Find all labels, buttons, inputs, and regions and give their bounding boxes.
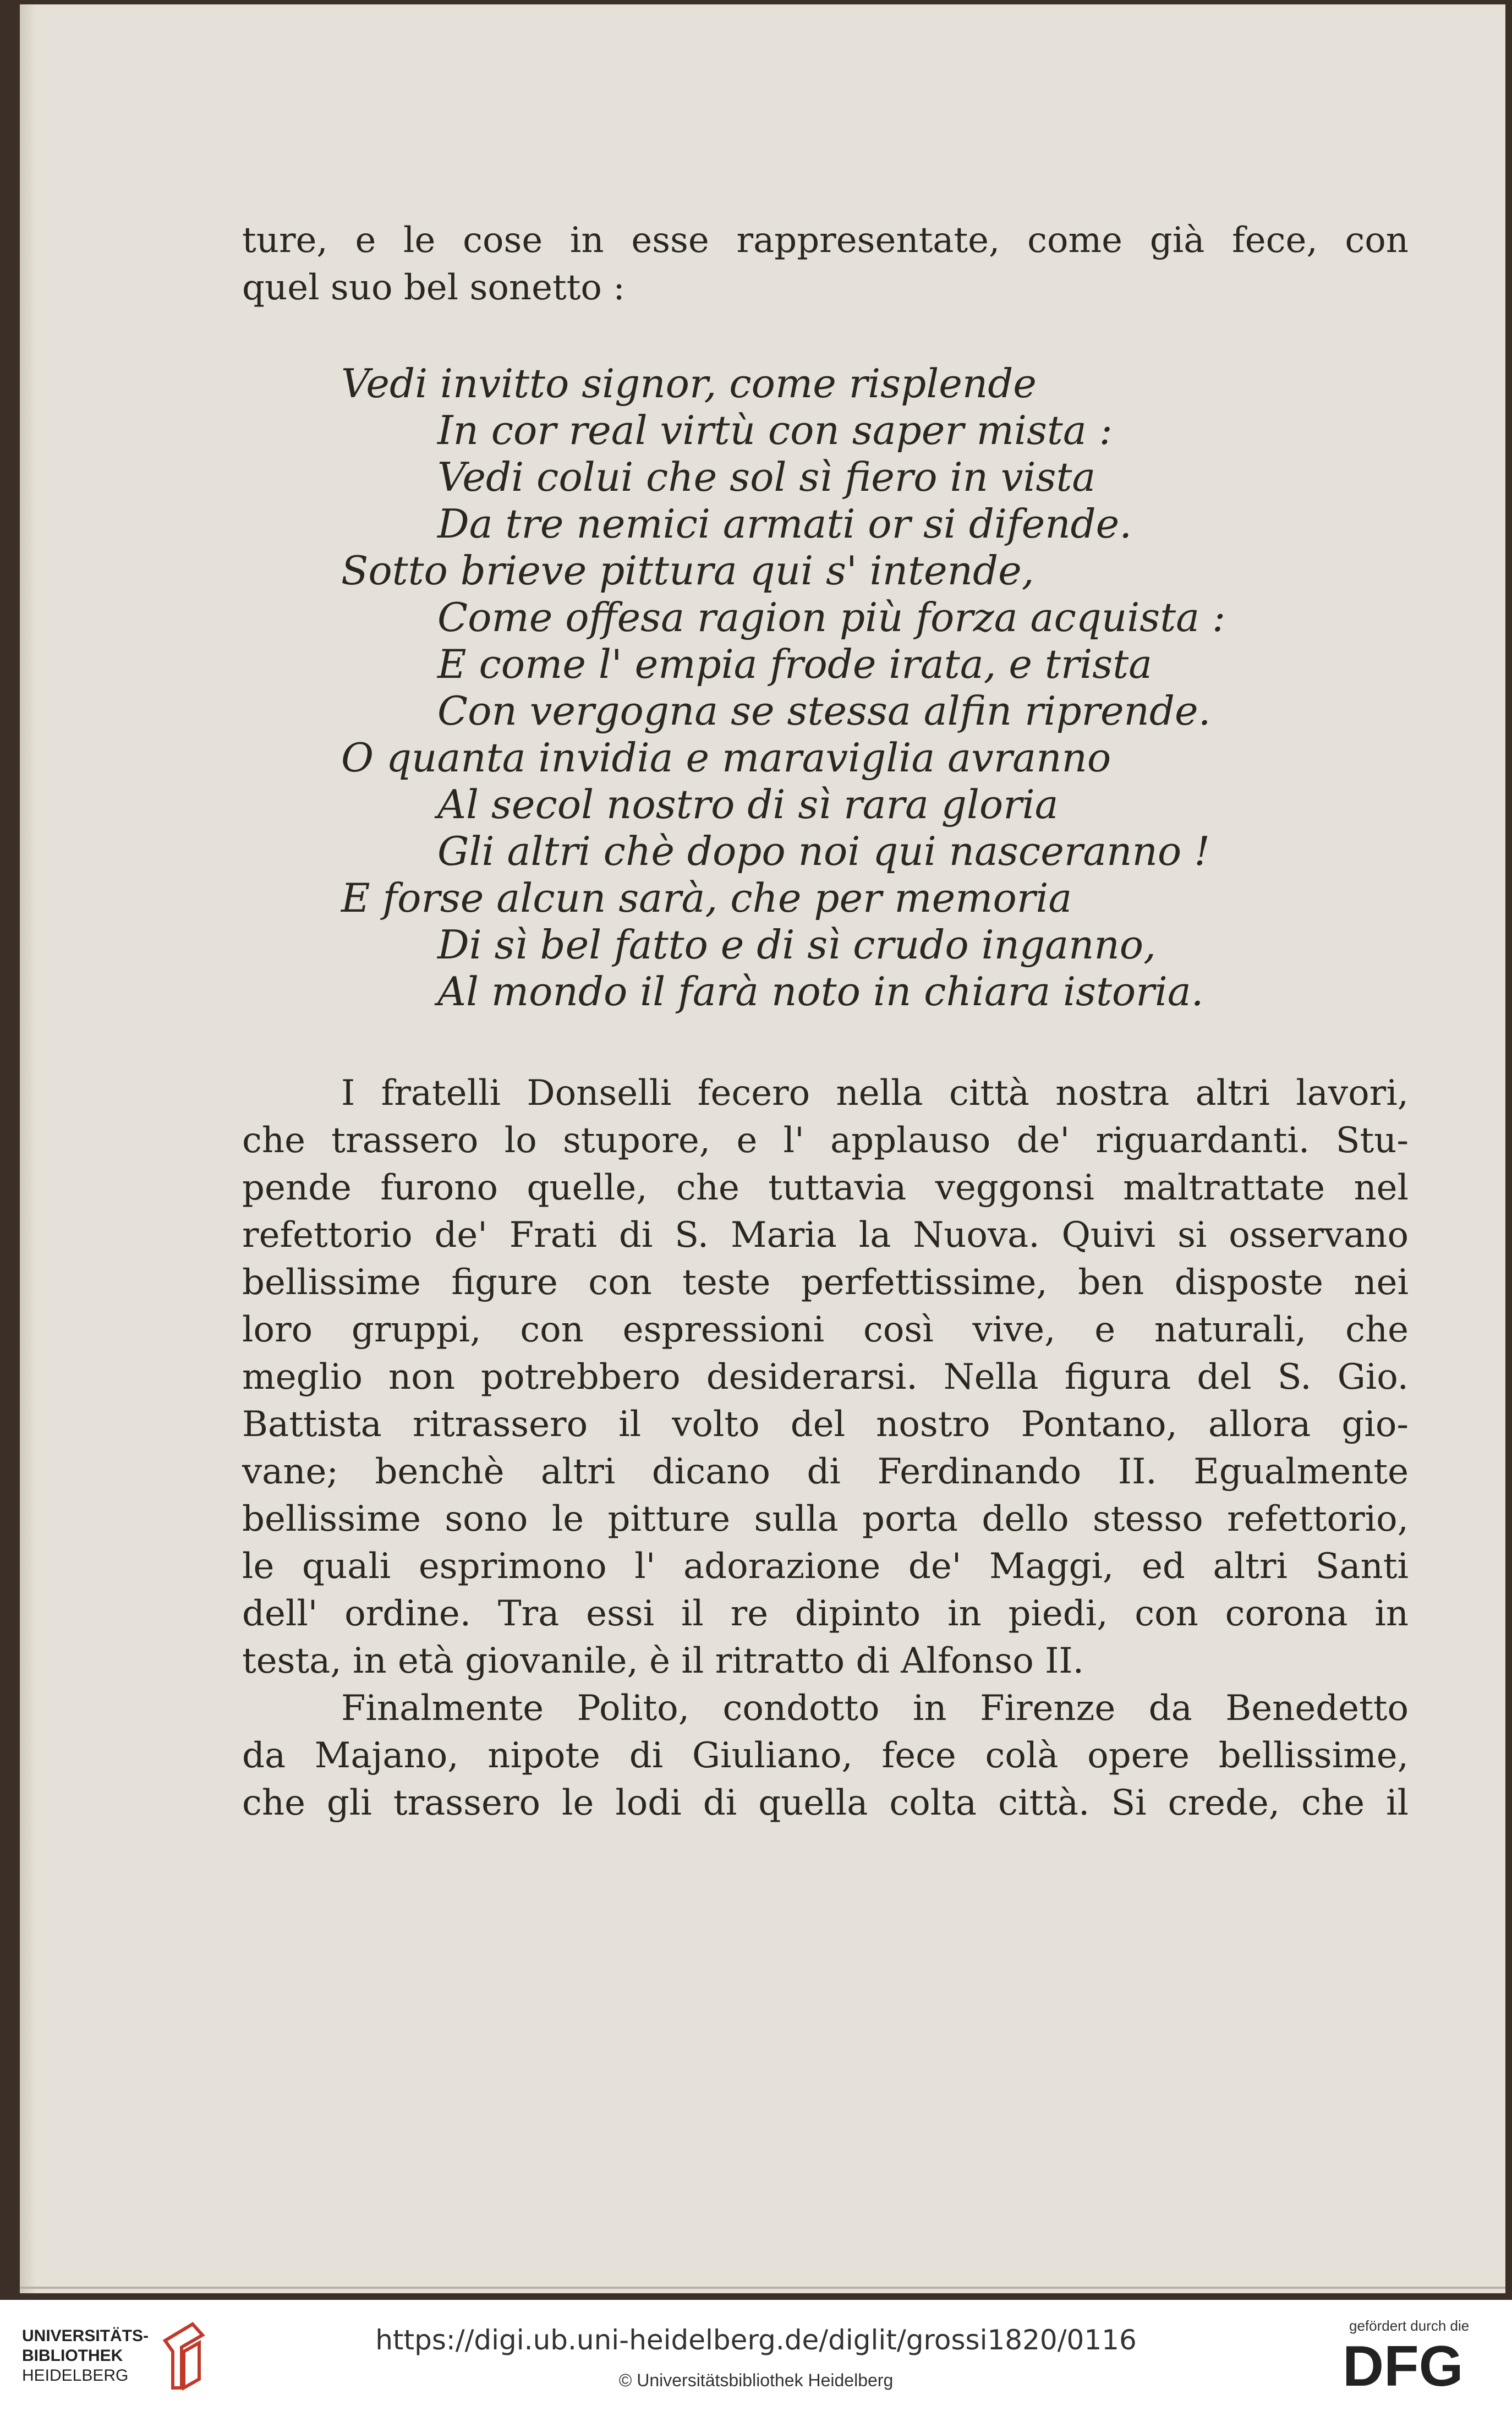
verse-line: Gli altri chè dopo noi qui nasceranno ! — [437, 828, 1210, 874]
verse-line: E forse alcun sarà, che per memoria — [341, 875, 1072, 921]
verse-line: Vedi colui che sol sì fiero in vista — [437, 454, 1096, 500]
funding-note: gefördert durch die — [1349, 2317, 1470, 2334]
verse-line: Da tre nemici armati or si difende. — [437, 501, 1132, 547]
verse-line: E come l' empia frode irata, e trista — [437, 641, 1153, 687]
text-line: bellissime figure con teste perfettissime, ben disposte nei — [242, 1262, 1409, 1303]
verse-line: In cor real virtù con saper mista : — [437, 407, 1113, 453]
text-line: da Majano, nipote di Giuliano, fece colà opere bellissime, — [242, 1735, 1409, 1776]
text-line: ture, e le cose in esse rappresentate, come già fece, con — [242, 220, 1409, 261]
verse-line: O quanta invidia e maraviglia avranno — [341, 735, 1111, 781]
verse-line: Al mondo il farà noto in chiara istoria. — [437, 968, 1204, 1015]
permalink-url[interactable]: https://digi.ub.uni-heidelberg.de/diglit/grossi1820/0116 — [375, 2324, 1137, 2356]
page-bottom-edge — [20, 2287, 1505, 2289]
text-line: quel suo bel sonetto : — [242, 267, 625, 308]
page-gutter-shadow — [20, 4, 36, 2293]
library-name-line: HEIDELBERG — [22, 2366, 129, 2385]
text-line: meglio non potrebbero desiderarsi. Nella figura del S. Gio. — [242, 1357, 1409, 1398]
text-line: pende furono quelle, che tuttavia veggonsi maltrattate nel — [242, 1168, 1409, 1208]
verse-line: Al secol nostro di sì rara gloria — [437, 781, 1059, 828]
text-line: Battista ritrassero il volto del nostro Pontano, allora gio- — [242, 1404, 1409, 1445]
viewer-footer — [0, 2300, 1512, 2411]
verse-line: Vedi invitto signor, come risplende — [341, 360, 1037, 407]
copyright-notice: © Universitätsbibliothek Heidelberg — [618, 2370, 894, 2390]
verse-line: Come offesa ragion più forza acquista : — [437, 594, 1226, 640]
text-line: che trassero lo stupore, e l' applauso de' riguardanti. Stu- — [242, 1120, 1409, 1161]
library-name-line: UNIVERSITÄTS- — [22, 2327, 149, 2345]
library-name-line: BIBLIOTHEK — [22, 2347, 123, 2365]
text-line: I fratelli Donselli fecero nella città nostra altri lavori, — [341, 1073, 1409, 1114]
text-line: Finalmente Polito, condotto in Firenze da Benedetto — [341, 1688, 1409, 1729]
text-line: vane; benchè altri dicano di Ferdinando II. Egualmente — [242, 1451, 1409, 1492]
text-line: loro gruppi, con espressioni così vive, e naturali, che — [242, 1309, 1409, 1350]
dfg-logo-icon — [1343, 2335, 1491, 2396]
text-line: le quali esprimono l' adorazione de' Maggi, ed altri Santi — [242, 1546, 1409, 1587]
dfg-logo-text: DFG — [1343, 2335, 1464, 2396]
text-line: testa, in età giovanile, è il ritratto di Alfonso II. — [242, 1641, 1084, 1681]
verse-line: Sotto brieve pittura qui s' intende, — [341, 547, 1034, 594]
verse-line: Di sì bel fatto e di sì crudo inganno, — [437, 922, 1156, 968]
text-line: che gli trassero le lodi di quella colta città. Si crede, che il — [242, 1783, 1409, 1823]
text-line: refettorio de' Frati di S. Maria la Nuova. Quivi si osservano — [242, 1215, 1409, 1256]
text-line: bellissime sono le pitture sulla porta dello stesso refettorio, — [242, 1499, 1409, 1539]
text-line: dell' ordine. Tra essi il re dipinto in piedi, con corona in — [242, 1593, 1409, 1634]
verse-line: Con vergogna se stessa alfin riprende. — [437, 688, 1211, 734]
